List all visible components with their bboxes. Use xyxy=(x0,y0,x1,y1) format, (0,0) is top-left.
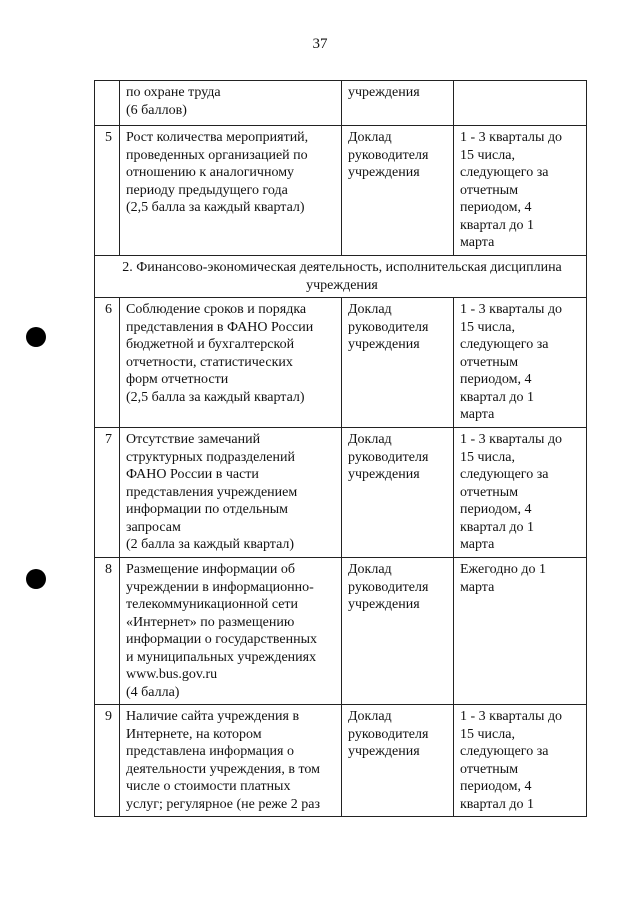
row-number-cell: 6 xyxy=(95,298,120,428)
deadline-line: 1 - 3 кварталы до xyxy=(460,432,563,447)
table-row xyxy=(95,428,587,558)
description-cell xyxy=(120,558,342,705)
description-line: проведенных организацией по xyxy=(126,147,308,163)
section-heading-row xyxy=(95,256,587,298)
deadline-line: следующего за xyxy=(460,337,549,352)
description-line: (2,5 балла за каждый квартал) xyxy=(126,200,305,215)
deadline-line: 15 числа, xyxy=(460,147,515,163)
description-line: Отсутствие замечаний xyxy=(126,432,261,447)
deadline-line: 1 - 3 кварталы до xyxy=(460,302,563,317)
table-row xyxy=(95,298,587,428)
deadline-line: отчетным xyxy=(460,182,519,198)
description-line: (6 баллов) xyxy=(126,102,187,118)
description-line: бюджетной и бухгалтерской xyxy=(126,337,295,352)
deadline-line: отчетным xyxy=(460,354,519,370)
description-line: «Интернет» по размещению xyxy=(126,614,295,630)
source-line: Доклад xyxy=(348,302,392,317)
section-heading-line: учреждения xyxy=(306,277,378,293)
source-line: Доклад xyxy=(348,130,392,145)
deadline-line: периодом, 4 xyxy=(460,779,532,794)
description-line: и муниципальных учреждениях xyxy=(126,649,317,665)
deadline-line: марта xyxy=(460,235,495,250)
deadline-line: 15 числа, xyxy=(460,449,515,465)
description-line: информации по отдельным xyxy=(126,502,289,517)
row-number-cell: 7 xyxy=(95,428,120,558)
deadline-line: квартал до 1 xyxy=(460,796,534,812)
punch-hole-mark xyxy=(26,569,46,589)
description-line: деятельности учреждения, в том xyxy=(126,761,320,777)
deadline-line: марта xyxy=(460,579,495,595)
description-line: (4 балла) xyxy=(126,684,180,700)
deadline-line: квартал до 1 xyxy=(460,217,534,233)
source-line: учреждения xyxy=(348,337,420,352)
description-line: представления учреждением xyxy=(126,484,298,500)
description-line: ФАНО России в части xyxy=(126,467,259,482)
section-heading xyxy=(95,256,587,298)
description-line: по охране труда xyxy=(126,85,221,100)
deadline-line: марта xyxy=(460,537,495,552)
deadline-line: следующего за xyxy=(460,165,549,180)
source-line: руководителя xyxy=(348,726,429,742)
description-cell xyxy=(120,298,342,428)
description-cell xyxy=(120,126,342,256)
description-line: Рост количества мероприятий, xyxy=(126,130,309,145)
description-cell xyxy=(120,81,342,126)
section-heading-line: 2. Финансово-экономическая деятельность, исполнительская дисциплина xyxy=(122,260,562,275)
description-line: отношению к аналогичному xyxy=(126,165,295,180)
source-line: руководителя xyxy=(348,449,429,465)
deadline-line: периодом, 4 xyxy=(460,372,532,387)
source-line: руководителя xyxy=(348,319,429,335)
deadline-line: 1 - 3 кварталы до xyxy=(460,709,563,724)
deadline-cell xyxy=(454,81,587,126)
deadline-line: Ежегодно до 1 xyxy=(460,562,546,577)
description-line: Наличие сайта учреждения в xyxy=(126,709,300,724)
deadline-line: квартал до 1 xyxy=(460,389,534,405)
description-line: представления в ФАНО России xyxy=(126,319,314,335)
description-line: Размещение информации об xyxy=(126,562,296,577)
deadline-line: периодом, 4 xyxy=(460,502,532,517)
deadline-cell xyxy=(454,428,587,558)
source-cell xyxy=(342,81,454,126)
source-line: Доклад xyxy=(348,709,392,724)
description-line: Интернете, на котором xyxy=(126,726,262,742)
source-line: учреждения xyxy=(348,165,420,180)
description-line: периоду предыдущего года xyxy=(126,182,288,198)
source-line: Доклад xyxy=(348,432,392,447)
table-row xyxy=(95,81,587,126)
source-cell xyxy=(342,428,454,558)
deadline-line: периодом, 4 xyxy=(460,200,532,215)
source-line: учреждения xyxy=(348,467,420,482)
deadline-line: марта xyxy=(460,407,495,422)
source-line: Доклад xyxy=(348,562,392,577)
source-cell xyxy=(342,298,454,428)
description-cell xyxy=(120,428,342,558)
description-line: телекоммуникационной сети xyxy=(126,597,299,612)
description-line: представлена информация о xyxy=(126,744,294,759)
deadline-line: квартал до 1 xyxy=(460,519,534,535)
source-cell xyxy=(342,126,454,256)
description-line: услуг; регулярное (не реже 2 раз xyxy=(126,796,321,812)
deadline-line: 1 - 3 кварталы до xyxy=(460,130,563,145)
deadline-line: отчетным xyxy=(460,761,519,777)
punch-hole-mark xyxy=(26,327,46,347)
row-number-cell: 5 xyxy=(95,126,120,256)
row-number-cell xyxy=(95,81,120,126)
description-line: (2 балла за каждый квартал) xyxy=(126,537,295,552)
description-line: Соблюдение сроков и порядка xyxy=(126,302,307,317)
deadline-cell xyxy=(454,705,587,817)
table-row xyxy=(95,126,587,256)
row-number-cell: 8 xyxy=(95,558,120,705)
description-line: структурных подразделений xyxy=(126,449,295,465)
source-line: руководителя xyxy=(348,579,429,595)
description-line: форм отчетности xyxy=(126,372,229,387)
deadline-cell xyxy=(454,298,587,428)
description-line: учреждении в информационно- xyxy=(126,579,314,595)
page-number: 37 xyxy=(312,36,328,52)
deadline-line: 15 числа, xyxy=(460,726,515,742)
criteria-table xyxy=(94,80,587,817)
deadline-cell xyxy=(454,558,587,705)
source-line: руководителя xyxy=(348,147,429,163)
deadline-line: отчетным xyxy=(460,484,519,500)
deadline-cell xyxy=(454,126,587,256)
source-cell xyxy=(342,558,454,705)
description-line: www.bus.gov.ru xyxy=(126,667,218,682)
deadline-line: следующего за xyxy=(460,467,549,482)
source-line: учреждения xyxy=(348,597,420,612)
description-line: числе о стоимости платных xyxy=(126,779,291,794)
description-line: (2,5 балла за каждый квартал) xyxy=(126,389,305,405)
description-line: информации о государственных xyxy=(126,632,317,647)
description-line: запросам xyxy=(126,519,181,535)
source-line: учреждения xyxy=(348,744,420,759)
table-row xyxy=(95,705,587,817)
table-row xyxy=(95,558,587,705)
description-line: отчетности, статистических xyxy=(126,354,293,370)
deadline-line: следующего за xyxy=(460,744,549,759)
row-number-cell: 9 xyxy=(95,705,120,817)
source-cell xyxy=(342,705,454,817)
deadline-line: 15 числа, xyxy=(460,319,515,335)
source-line: учреждения xyxy=(348,85,420,100)
description-cell xyxy=(120,705,342,817)
